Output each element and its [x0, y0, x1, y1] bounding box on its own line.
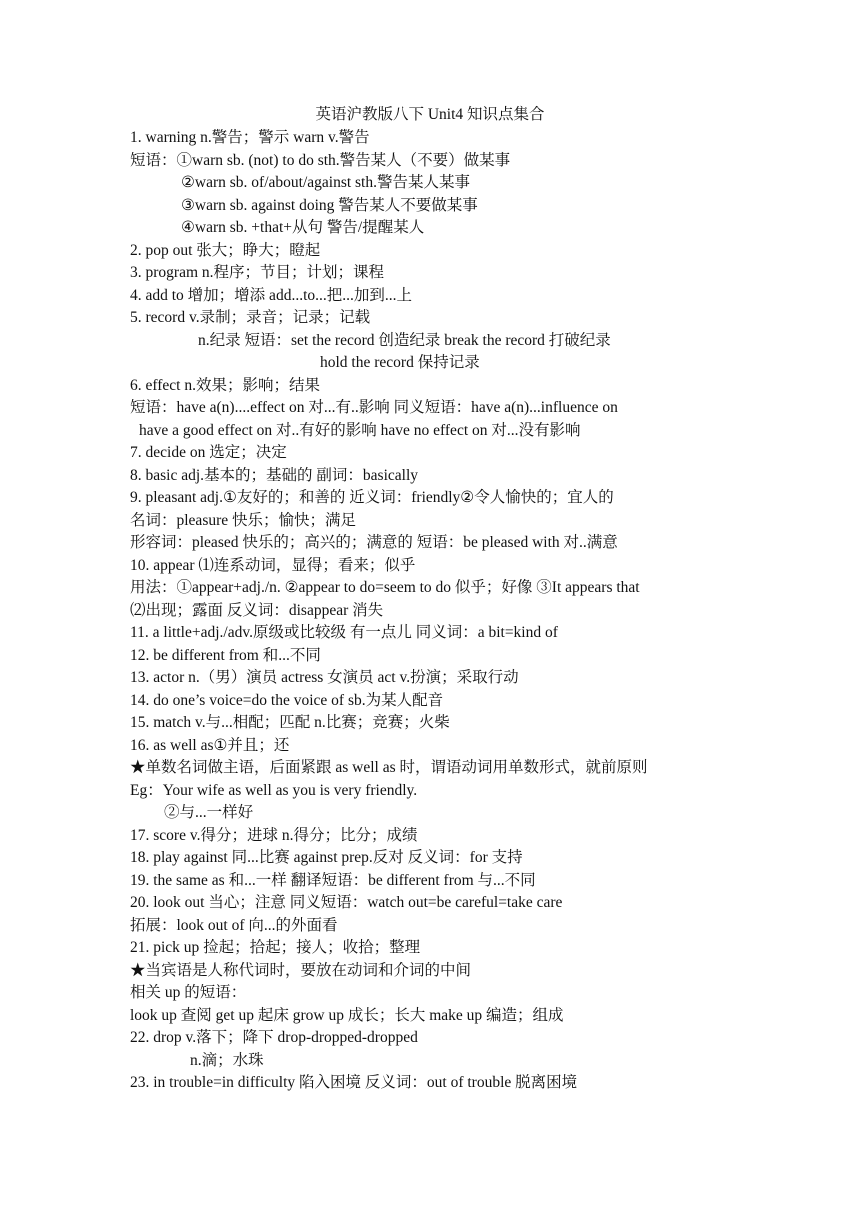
text-line: 23. in trouble=in difficulty 陷入困境 反义词：out of trouble 脱离困境 [130, 1074, 578, 1091]
text-line: 9. pleasant adj.①友好的；和善的 近义词：friendly②令人愉快的；宜人的 [130, 489, 614, 506]
text-line: ⑵出现；露面 反义词：disappear 消失 [130, 601, 384, 619]
text-line: look up 查阅 get up 起床 grow up 成长；长大 make up 编造；组成 [130, 1006, 564, 1024]
text-line: 1. warning n.警告；警示 warn v.警告 [130, 129, 370, 146]
text-line: 14. do one’s voice=do the voice of sb.为某人配音 [130, 691, 444, 709]
text-line: 18. play against 同...比赛 against prep.反对 反义词：for 支持 [130, 849, 523, 866]
text-line: n.滴；水珠 [190, 1051, 264, 1069]
text-line: 名词：pleasure 快乐；愉快；满足 [130, 511, 357, 529]
text-line: 用法：①appear+adj./n. ②appear to do=seem to do 似乎；好像 ③It appears that [130, 579, 640, 596]
text-line: 17. score v.得分；进球 n.得分；比分；成绩 [130, 826, 418, 844]
text-line: 21. pick up 捡起；拾起；接人；收拾；整理 [130, 939, 421, 956]
text-line: 8. basic adj.基本的；基础的 副词：basically [130, 466, 418, 484]
text-line: 2. pop out 张大；睁大；瞪起 [130, 241, 321, 259]
text-line: n.纪录 短语：set the record 创造纪录 break the record 打破纪录 [198, 331, 611, 349]
text-line: 13. actor n.（男）演员 actress 女演员 act v.扮演；采取行动 [130, 669, 519, 686]
text-line: 3. program n.程序；节目；计划；课程 [130, 264, 385, 281]
text-line: 10. appear ⑴连系动词，显得；看来；似乎 [130, 556, 416, 574]
text-line: 12. be different from 和...不同 [130, 646, 321, 664]
text-line: 7. decide on 选定；决定 [130, 444, 287, 461]
text-line: ②与...一样好 [164, 804, 254, 821]
text-line: 5. record v.录制；录音；记录；记载 [130, 309, 371, 326]
text-line: ②warn sb. of/about/against sth.警告某人某事 [181, 174, 470, 191]
text-line: 形容词：pleased 快乐的；高兴的；满意的 短语：be pleased with 对..满意 [130, 534, 618, 551]
text-line: ★单数名词做主语，后面紧跟 as well as 时，谓语动词用单数形式，就前原则 [130, 759, 648, 776]
text-line: 短语：①warn sb. (not) to do sth.警告某人（不要）做某事 [130, 151, 511, 169]
text-line: 短语：have a(n)....effect on 对...有..影响 同义短语：have a(n)...influence on [130, 399, 618, 416]
text-line: 相关 up 的短语： [130, 984, 247, 1001]
text-line: 拓展：look out of 向...的外面看 [130, 916, 338, 934]
text-line: 4. add to 增加；增添 add...to...把...加到...上 [130, 286, 412, 304]
text-line: ★当宾语是人称代词时，要放在动词和介词的中间 [130, 961, 472, 979]
text-line: 11. a little+adj./adv.原级或比较级 有一点儿 同义词：a bit=kind of [130, 624, 558, 641]
text-line: 16. as well as①并且；还 [130, 736, 290, 754]
text-line: 6. effect n.效果；影响；结果 [130, 376, 320, 394]
text-line: ④warn sb. +that+从句 警告/提醒某人 [181, 219, 425, 236]
text-line: 20. look out 当心；注意 同义短语：watch out=be careful=take care [130, 894, 563, 911]
text-line: hold the record 保持记录 [320, 354, 480, 371]
document-title: 英语沪教版八下 Unit4 知识点集合 [315, 106, 545, 123]
text-line: 15. match v.与...相配；匹配 n.比赛；竞赛；火柴 [130, 714, 450, 731]
text-line: Eg：Your wife as well as you is very friendly. [130, 781, 418, 799]
text-line: 19. the same as 和...一样 翻译短语：be different from 与...不同 [130, 871, 536, 889]
text-line: have a good effect on 对..有好的影响 have no effect on 对...没有影响 [139, 421, 581, 439]
text-line: ③warn sb. against doing 警告某人不要做某事 [181, 196, 478, 214]
text-line: 22. drop v.落下；降下 drop-dropped-dropped [130, 1029, 418, 1046]
